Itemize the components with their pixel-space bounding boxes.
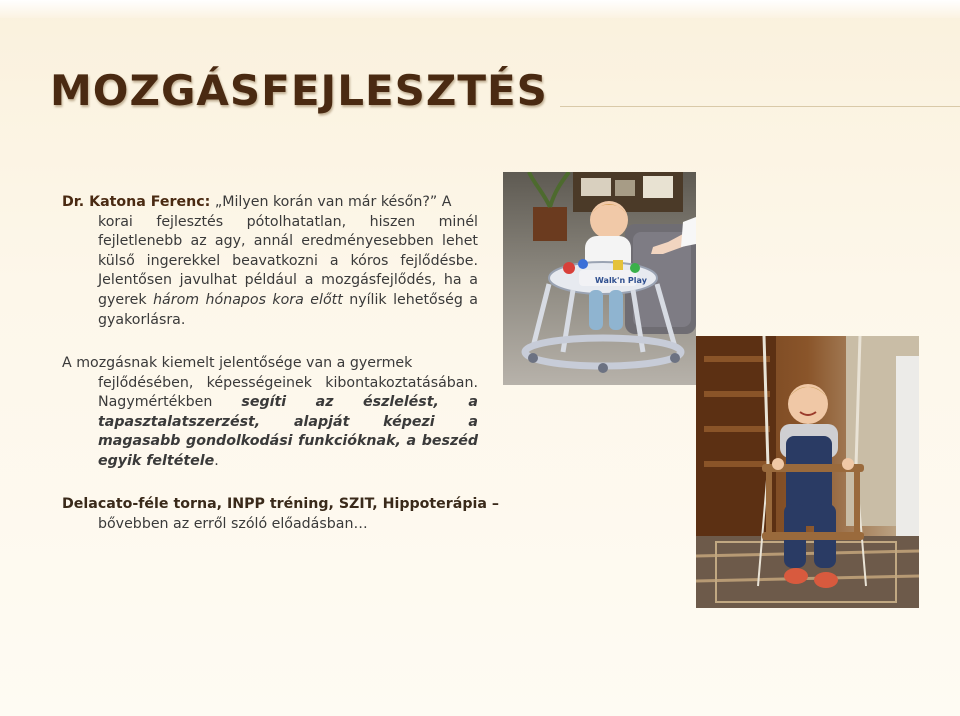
para1-text-b: nyílik lehetőség a gyakorlásra. — [98, 291, 478, 328]
para1-text-a: korai fejlesztés pótolhatatlan, hiszen minél fejletlenebb az agy, annál eredményesebben lehet külső ingerekkel beavatkozni a kóros fejlődésbe. Jelentősen javulhat például a mozgásfejlődés, ha a gyerek — [98, 213, 478, 308]
para2-body — [62, 374, 478, 472]
walker-brand-label: Walk'n Play — [595, 276, 647, 285]
para2-text-b: fejlődésében, képességeinek kibontakoztatásában. Nagymértékben — [98, 374, 478, 411]
therapy-list: Delacato-féle torna, INPP tréning, SZIT, Hippoterápia – — [62, 496, 499, 512]
baby-walker-illustration — [503, 172, 696, 385]
paragraph-2 — [62, 354, 478, 472]
para2-end: . — [214, 452, 219, 469]
toddler-swing-illustration — [696, 336, 919, 608]
para3-more-info: bővebben az erről szóló előadásban… — [98, 515, 368, 532]
photo-baby-walker — [503, 172, 696, 385]
para1-body — [62, 213, 478, 331]
photo-toddler-swing — [696, 336, 919, 608]
paragraph-3 — [62, 495, 522, 534]
para2-text-a: A mozgásnak kiemelt jelentősége van a gyermek — [62, 355, 413, 371]
top-band — [0, 0, 960, 18]
slide-title: MOZGÁSFEJLESZTÉS — [50, 66, 548, 115]
title-rule — [560, 106, 960, 107]
para1-emphasis: három hónapos kora előtt — [153, 291, 343, 308]
quote-text: „Milyen korán van már későn?” — [214, 194, 438, 210]
paragraph-1 — [62, 193, 478, 330]
para2-emphasis: segíti az észlelést, a tapasztalatszerzést, alapját képezi a magasabb gondolkodási funkcióknak, a beszéd egyik feltétele — [98, 394, 478, 469]
author-label: Dr. Katona Ferenc: — [62, 194, 211, 210]
para1-line1-tail: A — [441, 194, 452, 210]
